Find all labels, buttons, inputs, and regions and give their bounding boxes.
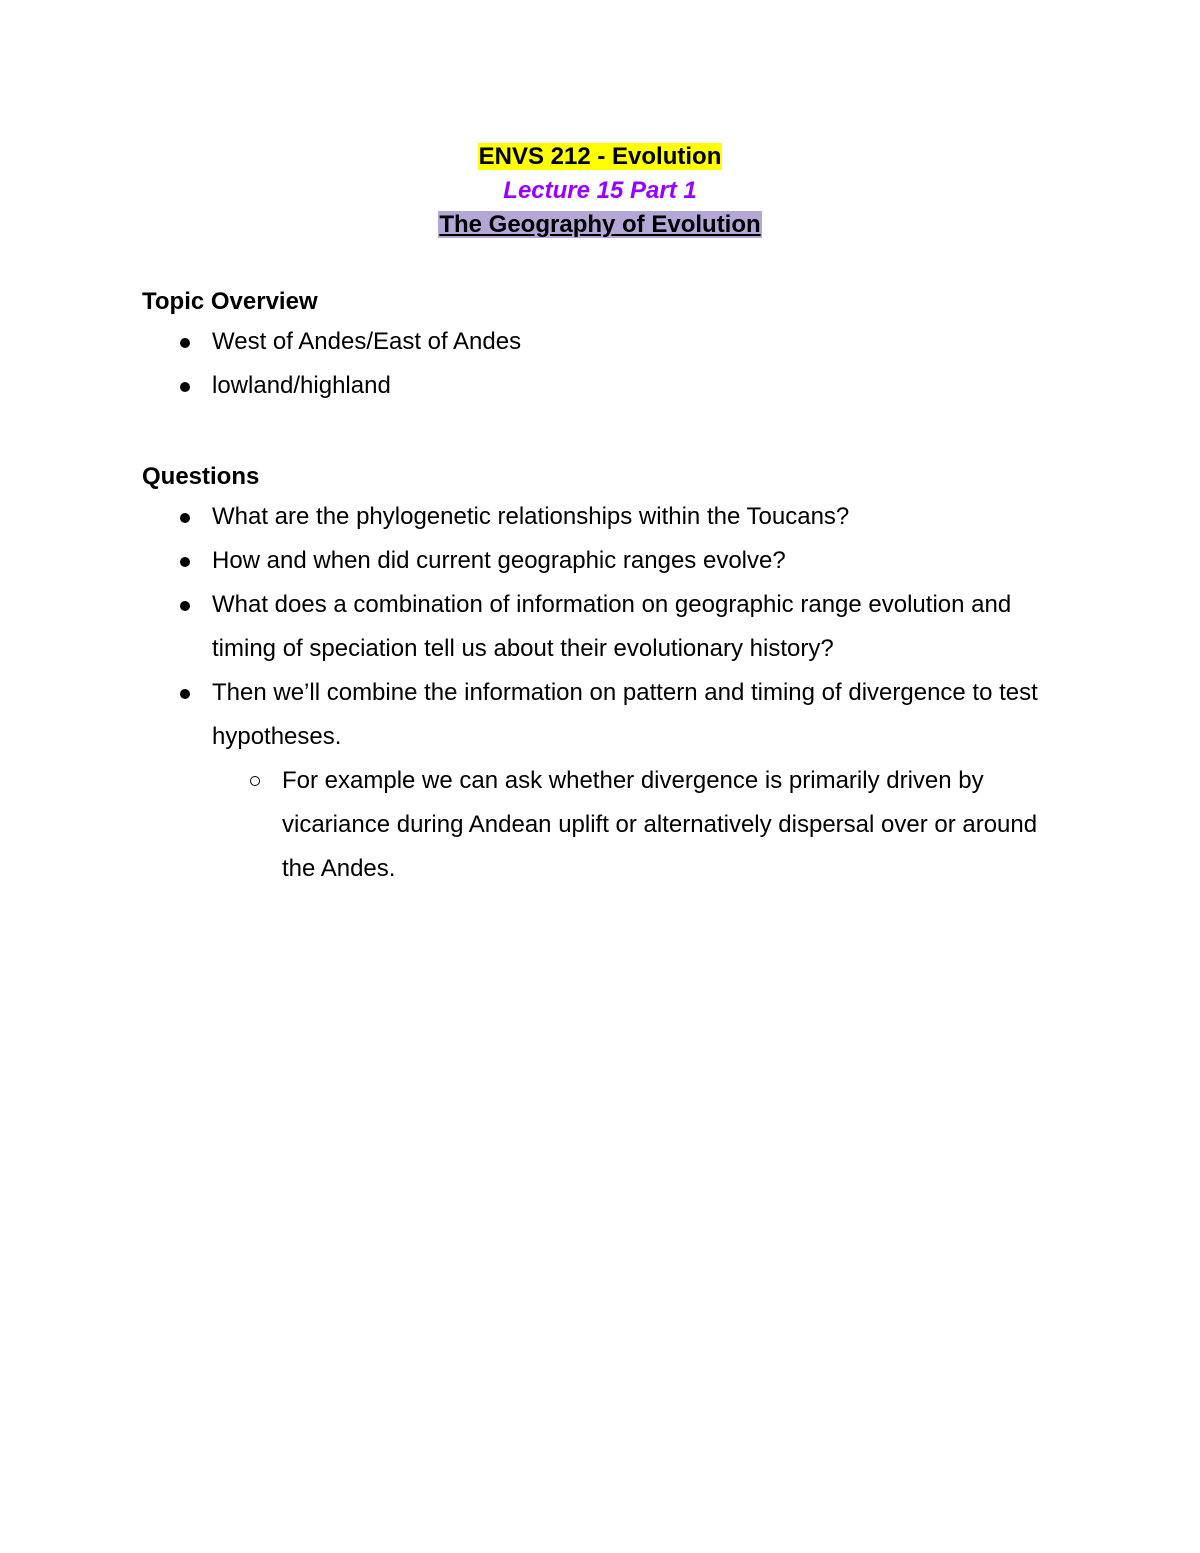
list-item [142, 364, 1062, 408]
bullet-icon [180, 338, 190, 348]
list-item [142, 671, 1062, 891]
questions-section [142, 459, 1062, 891]
hollow-bullet-icon [250, 776, 260, 786]
topic-overview-list [142, 320, 1062, 408]
questions-list [142, 495, 1062, 891]
list-item-text: Then we’ll combine the information on pattern and timing of divergence to test hypotheses. [212, 679, 1038, 750]
list-item [142, 539, 1062, 583]
lecture-topic [0, 208, 1200, 242]
list-item-text: lowland/highland [212, 372, 391, 399]
topic-overview-section [142, 284, 1062, 408]
bullet-icon [180, 382, 190, 392]
course-title-text: ENVS 212 - Evolution [478, 143, 722, 170]
lecture-label-text: Lecture 15 Part 1 [503, 177, 697, 204]
questions-sub-list [212, 759, 1062, 891]
list-item-text: West of Andes/East of Andes [212, 328, 522, 355]
document-header [0, 140, 1200, 242]
list-item-text: What does a combination of information on geographic range evolution and timing of speciation tell us about their evolutionary history? [212, 591, 1012, 662]
sub-list-item-text: For example we can ask whether divergence is primarily driven by vicariance during Andean uplift or alternatively dispersal over or around the Andes. [282, 767, 1038, 882]
bullet-icon [180, 689, 190, 699]
bullet-icon [180, 513, 190, 523]
list-item [142, 320, 1062, 364]
course-title [0, 140, 1200, 174]
lecture-topic-text: The Geography of Evolution [439, 211, 761, 238]
list-item [142, 583, 1062, 671]
questions-heading: Questions [142, 463, 260, 490]
list-item-text: What are the phylogenetic relationships within the Toucans? [212, 503, 850, 530]
list-item [142, 495, 1062, 539]
topic-overview-heading: Topic Overview [142, 288, 318, 315]
sub-list-item [212, 759, 1062, 891]
bullet-icon [180, 601, 190, 611]
bullet-icon [180, 557, 190, 567]
lecture-label [0, 174, 1200, 208]
list-item-text: How and when did current geographic ranges evolve? [212, 547, 786, 574]
